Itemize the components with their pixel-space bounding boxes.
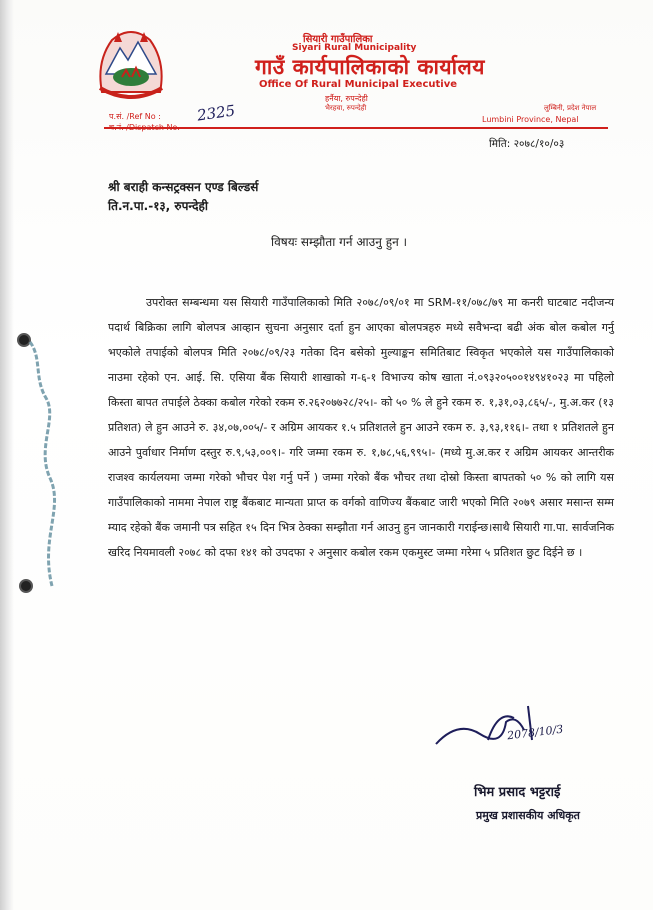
letter-body [108, 290, 614, 565]
office-district: भैरहवा, रुपन्देही [325, 104, 367, 112]
tag-string [28, 338, 68, 588]
letter-subject: विषयः सम्झौता गर्न आउनु हुन । [271, 235, 408, 249]
handwritten-ref-number: 2325 [195, 101, 237, 125]
office-title-english: Office Of Rural Municipal Executive [259, 79, 457, 90]
office-name-english-small: Siyari Rural Municipality [292, 43, 417, 53]
body-paragraph: उपरोक्त सम्बन्धमा यस सियारी गाउँपालिकाको मिति २०७८/०९/०१ मा SRM-११/०७८/७९ मा कनरी घाटबाट नदीजन्य पदार्थ बिक्रिका लागि बोलपत्र आव्हान सुचना अनुसार दर्ता हुन आएका बोलपत्रहरु मध्ये सवैभन्दा बढी अंक बोल कबोल गर्नु भएकोले तपाईको बोलपत्र मिति २०७८/०९/२३ गतेका दिन बसेको मुल्याङ्कन समितिबाट स्विकृत भएकोले यस गाउँपालिकाको नाउमा रहेको एन. आई. सि. एसिया बैंक सियारी शाखाको ग-६-१ विभाज्य कोष खाता नं.०९३२०५००१४९४१०२३ मा पहिलो किस्ता बापत तपाईले ठेक्का कबोल गरेको रकम रु.२६२०७७२८/२५।- को ५० % ले हुने रकम रु. १,३१,०३,८६५/-, मु.अ.कर (१३ प्रतिशत) ले हुन आउने रु. ३४,०७,००५/- र अग्रिम आयकर १.५ प्रतिशतले हुन आउने रकम रु. ३,९३,११६।- तथा १ प्रतिशतले हुन आउने पुर्वाधार निर्माण दस्तुर रु.९,५३,००९।- गरि जम्मा रकम रु. १,७८,५६,९९५।- (मध्ये मु.अ.कर र अग्रिम आयकर आन्तरीक राजश्व कार्यलयमा जम्मा गरेको भौचर पेश गर्नु पर्ने ) जम्मा गरेको बैंक भौचर तथा दोस्रो किस्ता बापतको ५० % को लागि यस गाउँपालिकाको नाममा नेपाल राष्ट्र बैंकबाट मान्यता प्राप्त क वर्गको वाणिज्य बैंकबाट जारी भएको मिति २०७९ असार मसान्त सम्म म्याद रहेको बैंक जमानी पत्र सहित १५ दिन भित्र ठेक्का सम्झौता गर्न आउनु हुन जानकारी गराईन्छ।साथै सियारी गा.पा. सार्वजनिक खरिद नियमावली २०७८ को दफा १४१ को उपदफा २ अनुसार कबोल रकम एकमुस्ट जम्मा गरेमा ५ प्रतिशत छुट दिईने छ । [108, 296, 614, 559]
letter-date: मिति: २०७८/१०/०३ [489, 138, 565, 150]
recipient-name: श्री बराही कन्सट्रक्सन एण्ड बिल्डर्स [108, 180, 259, 194]
signatory-title: प्रमुख प्रशासकीय अधिकृत [476, 809, 580, 822]
office-title-nepali: गाउँ कार्यपालिकाको कार्यालय [255, 55, 485, 79]
header-divider [104, 127, 608, 129]
signatory-name: भिम प्रसाद भट्टराई [474, 785, 561, 800]
office-location: हर्नैया, रुपन्देही [325, 94, 368, 103]
binding-edge [0, 0, 14, 910]
signature-date: 2078/10/3 [506, 722, 564, 743]
recipient-address: ति.न.पा.-१३, रुपन्देही [108, 199, 208, 213]
office-name-nepali-small: सियारी गाउँपालिका [303, 34, 373, 45]
ref-number-label: प.सं. /Ref No : [109, 112, 161, 121]
nepal-emblem-icon [92, 22, 170, 108]
province-nepali: लुम्बिनी, प्रदेश नेपाल [544, 104, 597, 112]
province-english: Lumbini Province, Nepal [482, 115, 579, 124]
